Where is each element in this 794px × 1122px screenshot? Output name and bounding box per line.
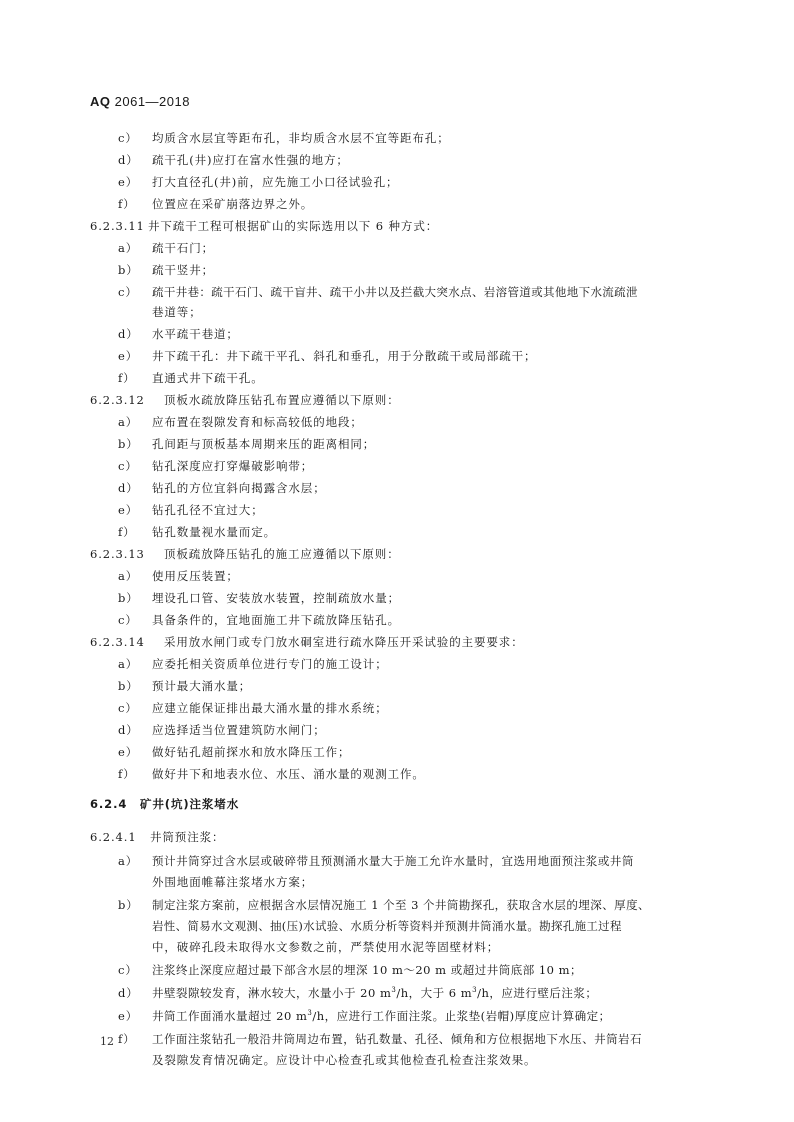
list-marker: b） [118, 679, 139, 693]
list-marker: e） [118, 1009, 139, 1023]
list-text: 注浆终止深度应超过最下部含水层的埋深 10 m～20 m 或超过井筒底部 10 m； [152, 963, 583, 977]
list-text: 疏干石门； [152, 241, 214, 255]
list-marker: c） [118, 613, 138, 627]
list-marker: b） [118, 263, 139, 277]
list-text: 外围地面帷幕注浆堵水方案； [152, 875, 314, 889]
list-marker: b） [118, 898, 139, 912]
list-text: 使用反压装置； [152, 569, 239, 583]
text-segment: 井筒工作面涌水量超过 20 m [152, 1009, 308, 1023]
list-marker: f） [118, 197, 136, 211]
list-text: 应建立能保证排出最大涌水量的排水系统； [152, 701, 388, 715]
superscript: 3 [307, 1009, 313, 1018]
clause-number: 6.2.3.11 [90, 219, 145, 233]
list-marker: e） [118, 349, 139, 363]
list-marker: c） [118, 285, 138, 299]
text-segment: /h，应进行壁后注浆； [477, 986, 598, 1000]
list-marker: e） [118, 503, 139, 517]
list-marker: f） [118, 1032, 136, 1046]
list-text: 制定注浆方案前，应根据含水层情况施工 1 个至 3 个井筒勘探孔，获取含水层的埋深、厚度、 [152, 898, 651, 912]
list-text: 巷道等； [152, 305, 202, 319]
list-text: 具备条件的，宜地面施工井下疏放降压钻孔。 [152, 613, 400, 627]
list-marker: a） [118, 569, 139, 583]
list-text: 位置应在采矿崩落边界之外。 [152, 197, 314, 211]
clause-text: 井下疏干工程可根据矿山的实际选用以下 6 种方式： [148, 219, 439, 233]
list-text: 中，破碎孔段未取得水文参数之前，严禁使用水泥等固壁材料； [152, 940, 500, 954]
list-marker: f） [118, 525, 136, 539]
list-marker: c） [118, 963, 138, 977]
clause-text: 顶板疏放降压钻孔的施工应遵循以下原则： [164, 547, 400, 561]
section-title: 矿井(坑)注浆堵水 [140, 797, 240, 811]
list-text: 做好钻孔超前探水和放水降压工作； [152, 745, 351, 759]
list-text: 钻孔孔径不宜过大； [152, 503, 264, 517]
list-text: 疏干井巷：疏干石门、疏干盲井、疏干小井以及拦截大突水点、岩溶管道或其他地下水流疏泄 [152, 285, 638, 299]
clause-number: 6.2.3.14 [90, 635, 145, 649]
list-text: 做好井下和地表水位、水压、涌水量的观测工作。 [152, 767, 425, 781]
list-marker: e） [118, 175, 139, 189]
list-text: 应委托相关资质单位进行专门的施工设计； [152, 657, 388, 671]
list-text [152, 985, 597, 1001]
list-marker: d） [118, 986, 139, 1000]
list-text: 井下疏干孔：井下疏干平孔、斜孔和垂孔，用于分散疏干或局部疏干； [152, 349, 537, 363]
list-marker: c） [118, 131, 138, 145]
list-text: 钻孔的方位宜斜向揭露含水层； [152, 481, 326, 495]
list-text: 钻孔数量视水量而定。 [152, 525, 276, 539]
list-marker: d） [118, 481, 139, 495]
list-text: 直通式井下疏干孔。 [152, 371, 264, 385]
list-text: 应布置在裂隙发育和标高较低的地段； [152, 415, 363, 429]
list-text: 孔间距与顶板基本周期来压的距离相同； [152, 437, 376, 451]
list-text: 水平疏干巷道； [152, 327, 239, 341]
list-text: 应选择适当位置建筑防水闸门； [152, 723, 326, 737]
list-text: 打大直径孔(井)前，应先施工小口径试验孔； [152, 175, 399, 189]
standard-code: AQ [90, 94, 111, 109]
standard-number: 2061—2018 [114, 94, 190, 109]
list-marker: d） [118, 153, 139, 167]
section-number: 6.2.4 [90, 797, 128, 811]
list-marker: f） [118, 371, 136, 385]
superscript: 3 [391, 986, 397, 995]
list-text: 疏干孔(井)应打在富水性强的地方； [152, 153, 349, 167]
list-marker: b） [118, 437, 139, 451]
document-header [90, 94, 190, 109]
list-text: 岩性、简易水文观测、抽(压)水试验、水质分析等资料并预测井筒涌水量。勘探孔施工过程 [152, 919, 622, 933]
clause-text: 采用放水闸门或专门放水硐室进行疏水降压开采试验的主要要求： [164, 635, 524, 649]
text-segment: 井壁裂隙较发育，淋水较大，水量小于 20 m [152, 986, 392, 1000]
list-text: 工作面注浆钻孔一般沿井筒周边布置，钻孔数量、孔径、倾角和方位根据地下水压、井筒岩石 [152, 1032, 642, 1046]
clause-number: 6.2.3.13 [90, 547, 145, 561]
list-marker: d） [118, 723, 139, 737]
text-segment: /h，应进行工作面注浆。止浆垫(岩帽)厚度应计算确定； [312, 1009, 611, 1023]
list-marker: c） [118, 459, 138, 473]
clause-text: 井筒预注浆： [150, 830, 225, 844]
list-text: 钻孔深度应打穿爆破影响带； [152, 459, 314, 473]
page-number: 12 [100, 1035, 114, 1048]
superscript: 3 [472, 986, 478, 995]
clause-number: 6.2.4.1 [90, 830, 137, 844]
list-marker: e） [118, 745, 139, 759]
text-segment: /h，大于 6 m [396, 986, 473, 1000]
list-marker: a） [118, 854, 139, 868]
list-text: 埋设孔口管、安装放水装置，控制疏放水量； [152, 591, 400, 605]
clause-text: 顶板水疏放降压钻孔布置应遵循以下原则： [164, 393, 400, 407]
list-marker: a） [118, 657, 139, 671]
list-text: 疏干竖井； [152, 263, 214, 277]
list-text [152, 1008, 611, 1024]
list-text: 预计井筒穿过含水层或破碎带且预测涌水量大于施工允许水量时，宜选用地面预注浆或井筒 [152, 854, 634, 868]
list-text: 均质含水层宜等距布孔，非均质含水层不宜等距布孔； [152, 131, 450, 145]
clause-number: 6.2.3.12 [90, 393, 145, 407]
list-marker: b） [118, 591, 139, 605]
list-marker: f） [118, 767, 136, 781]
list-marker: d） [118, 327, 139, 341]
list-text: 预计最大涌水量； [152, 679, 252, 693]
list-marker: a） [118, 241, 139, 255]
list-marker: c） [118, 701, 138, 715]
list-text: 及裂隙发育情况确定。应设计中心检查孔或其他检查孔检查注浆效果。 [152, 1053, 537, 1067]
list-marker: a） [118, 415, 139, 429]
